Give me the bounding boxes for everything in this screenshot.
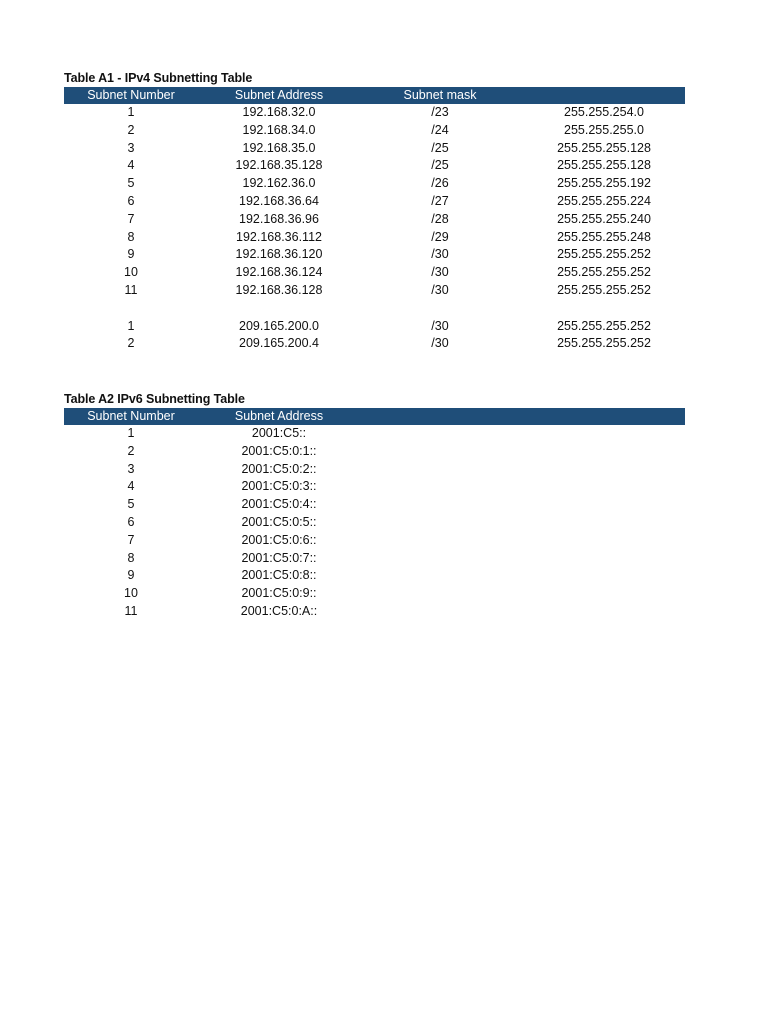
subnet-address-cell: 2001:C5:0:7:: [241,550,317,565]
table-a2-title: Table A2 IPv6 Subnetting Table [64,392,245,406]
subnet-address-cell: 192.168.36.124 [235,265,323,280]
table-a1-body [64,104,685,353]
subnet-address-cell: 209.165.200.4 [239,336,319,351]
prefix-length-cell: /28 [431,211,449,226]
table-row [64,104,685,122]
table-row [64,443,685,461]
table-row [64,122,685,140]
subnet-mask-cell: 255.255.255.128 [557,140,651,155]
subnet-address-cell: 2001:C5:0:6:: [241,532,317,547]
header-subnet-address: Subnet Address [234,409,324,423]
prefix-length-cell: /27 [431,193,449,208]
header-subnet-number: Subnet Number [87,88,175,102]
subnet-address-cell: 2001:C5:0:4:: [241,497,317,512]
subnet-address-cell: 2001:C5:0:A:: [240,603,318,618]
subnet-address-cell: 2001:C5:: [251,426,307,440]
subnet-address-cell: 192.168.36.96 [239,211,319,226]
table-row [64,514,685,532]
subnet-mask-cell: 255.255.255.252 [557,265,651,280]
subnet-address-cell: 192.168.35.128 [235,158,323,173]
prefix-length-cell: /25 [431,140,449,155]
table-a2-body [64,425,685,621]
prefix-length-cell: /30 [431,318,449,333]
subnet-number-cell: 7 [127,211,135,226]
table-row [64,175,685,193]
table-row [64,603,685,621]
subnet-address-cell: 192.168.36.128 [235,282,323,297]
prefix-length-cell: /30 [431,265,449,280]
subnet-number-cell: 4 [127,479,135,494]
table-row [64,496,685,514]
subnet-address-cell: 192.168.36.64 [239,193,319,208]
table-row [64,585,685,603]
prefix-length-cell: /29 [431,229,449,244]
subnet-mask-cell: 255.255.254.0 [564,105,644,119]
table-row [64,246,685,264]
subnet-address-cell: 192.162.36.0 [242,176,316,191]
table-a1-title: Table A1 - IPv4 Subnetting Table [64,71,253,85]
subnet-number-cell: 5 [127,497,135,512]
table-row [64,264,685,282]
table-row [64,532,685,550]
subnet-number-cell: 1 [127,426,135,440]
header-subnet-number: Subnet Number [87,409,175,423]
subnet-mask-cell: 255.255.255.240 [557,211,651,226]
subnet-address-cell: 2001:C5:0:5:: [241,514,317,529]
subnet-number-cell: 8 [127,229,135,244]
table-row [64,140,685,158]
table-row [64,229,685,247]
subnet-address-cell: 192.168.32.0 [242,105,316,119]
subnet-address-cell: 2001:C5:0:2:: [241,461,317,476]
header-subnet-mask: Subnet mask [403,88,477,102]
table-row [64,193,685,211]
subnet-number-cell: 7 [127,532,135,547]
subnet-mask-cell: 255.255.255.252 [557,282,651,297]
subnet-number-cell: 1 [127,105,135,119]
subnet-mask-cell: 255.255.255.252 [557,318,651,333]
subnet-address-cell: 192.168.34.0 [242,122,316,137]
subnet-number-cell: 3 [127,461,135,476]
table-row [64,211,685,229]
subnet-number-cell: 8 [127,550,135,565]
subnet-number-cell: 11 [124,282,138,297]
prefix-length-cell: /30 [431,247,449,262]
subnet-number-cell: 2 [127,443,135,458]
table-row [64,318,685,336]
subnet-mask-cell: 255.255.255.224 [557,193,651,208]
subnet-number-cell: 2 [127,122,135,137]
header-subnet-address: Subnet Address [234,88,324,102]
subnet-number-cell: 10 [124,265,138,280]
prefix-length-cell: /25 [431,158,449,173]
table-a2-header-row [64,408,685,425]
table-row [64,567,685,585]
prefix-length-cell: /30 [431,336,449,351]
subnet-address-cell: 2001:C5:0:9:: [241,586,317,601]
prefix-length-cell: /23 [431,105,449,119]
subnet-number-cell: 9 [127,247,135,262]
subnet-number-cell: 6 [127,514,135,529]
subnet-mask-cell: 255.255.255.192 [557,176,651,191]
subnet-number-cell: 9 [127,568,135,583]
subnet-number-cell: 4 [127,158,135,173]
table-row [64,157,685,175]
subnet-address-cell: 192.168.36.112 [236,229,322,244]
table-a1-header-row [64,87,685,104]
subnet-address-cell: 192.168.35.0 [242,140,316,155]
subnet-number-cell: 11 [124,603,138,618]
table-row [64,550,685,568]
table-row [64,461,685,479]
ipv4-subnetting-section [64,70,685,353]
subnet-address-cell: 2001:C5:0:3:: [241,479,317,494]
subnet-mask-cell: 255.255.255.252 [557,336,651,351]
subnet-number-cell: 3 [127,140,135,155]
subnet-address-cell: 209.165.200.0 [239,318,319,333]
prefix-length-cell: /26 [431,176,449,191]
group-spacer [64,300,685,318]
subnet-mask-cell: 255.255.255.248 [557,229,651,244]
subnet-number-cell: 2 [127,336,135,351]
subnet-mask-cell: 255.255.255.252 [557,247,651,262]
subnet-mask-cell: 255.255.255.128 [557,158,651,173]
subnet-address-cell: 2001:C5:0:8:: [241,568,317,583]
table-row [64,478,685,496]
subnet-mask-cell: 255.255.255.0 [564,122,644,137]
prefix-length-cell: /30 [431,282,449,297]
prefix-length-cell: /24 [431,122,449,137]
subnet-number-cell: 10 [124,586,138,601]
ipv6-subnetting-section [64,391,685,621]
subnet-address-cell: 2001:C5:0:1:: [241,443,317,458]
subnet-number-cell: 1 [127,318,135,333]
subnet-address-cell: 192.168.36.120 [235,247,323,262]
subnet-number-cell: 5 [127,176,135,191]
table-row [64,335,685,353]
table-row [64,425,685,443]
table-row [64,282,685,300]
subnet-number-cell: 6 [127,193,135,208]
